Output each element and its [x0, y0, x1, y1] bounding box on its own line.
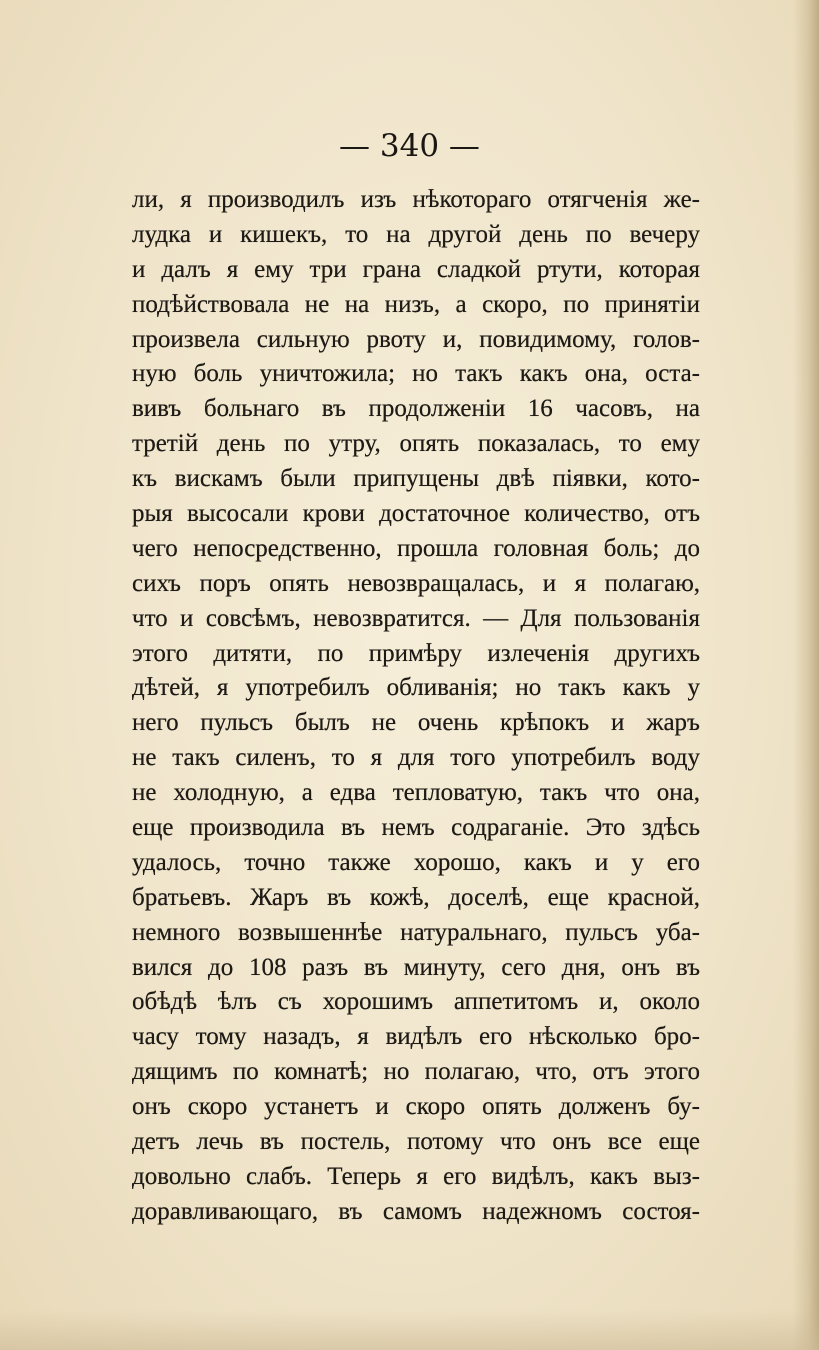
body-text	[132, 183, 700, 1230]
text-line: третій день по утру, опять показалась, то ему	[132, 430, 700, 458]
text-line: детъ лечь въ постель, потому что онъ все еще	[132, 1128, 700, 1156]
text-line: не такъ силенъ, то я для того употребилъ воду	[132, 744, 700, 772]
text-line: этого дитяти, по примѣру излеченія другихъ	[132, 639, 700, 667]
page-bottom-shadow	[0, 1310, 819, 1350]
text-line: ную боль уничтожила; но такъ какъ она, оста-	[132, 360, 700, 388]
text-line: дящимъ по комнатѣ; но полагаю, что, отъ этого	[132, 1058, 700, 1086]
text-line: братьевъ. Жаръ въ кожѣ, доселѣ, еще красной,	[132, 883, 700, 911]
text-line: чего непосредственно, прошла головная боль; до	[132, 534, 700, 562]
text-line: произвела сильную рвоту и, повидимому, голов-	[132, 325, 700, 353]
text-line: доравливающаго, въ самомъ надежномъ состоя-	[132, 1197, 700, 1225]
text-line: онъ скоро устанетъ и скоро опять долженъ бу-	[132, 1093, 700, 1121]
text-line: лудка и кишекъ, то на другой день по вечеру	[132, 220, 700, 248]
text-line: часу тому назадъ, я видѣлъ его нѣсколько бро-	[132, 1023, 700, 1051]
text-line: немного возвышеннѣе натуральнаго, пульсъ уба-	[132, 918, 700, 946]
text-line: обѣдѣ ѣлъ съ хорошимъ аппетитомъ и, около	[132, 988, 700, 1016]
text-line: рыя высосали крови достаточное количество, отъ	[132, 500, 700, 528]
text-line: удалось, точно также хорошо, какъ и у его	[132, 848, 700, 876]
text-line: къ вискамъ были припущены двѣ піявки, кото-	[132, 465, 700, 493]
page-edge-shadow	[793, 0, 819, 1350]
text-line: него пульсъ былъ не очень крѣпокъ и жаръ	[132, 709, 700, 737]
text-line: ли, я производилъ изъ нѣкотораго отягченія же-	[132, 186, 700, 213]
text-line: и далъ я ему три грана сладкой ртути, которая	[132, 255, 700, 283]
text-line: сихъ поръ опять невозвращалась, и я полагаю,	[132, 569, 700, 597]
text-line: дѣтей, я употребилъ обливанія; но такъ какъ у	[132, 674, 700, 702]
text-line: еще производила въ немъ содраганіе. Это здѣсь	[132, 814, 700, 842]
text-line: довольно слабъ. Теперь я его видѣлъ, какъ выз-	[132, 1162, 700, 1190]
text-line: вивъ больнаго въ продолженіи 16 часовъ, на	[132, 395, 700, 423]
text-line: что и совсѣмъ, невозвратится. — Для пользованія	[132, 604, 700, 632]
page-number: — 340 —	[339, 128, 480, 164]
text-line: вился до 108 разъ въ минуту, сего дня, онъ въ	[132, 953, 700, 981]
text-line: подѣйствовала не на низъ, а скоро, по принятіи	[132, 290, 700, 318]
text-line: не холодную, а едва тепловатую, такъ что она,	[132, 779, 700, 807]
